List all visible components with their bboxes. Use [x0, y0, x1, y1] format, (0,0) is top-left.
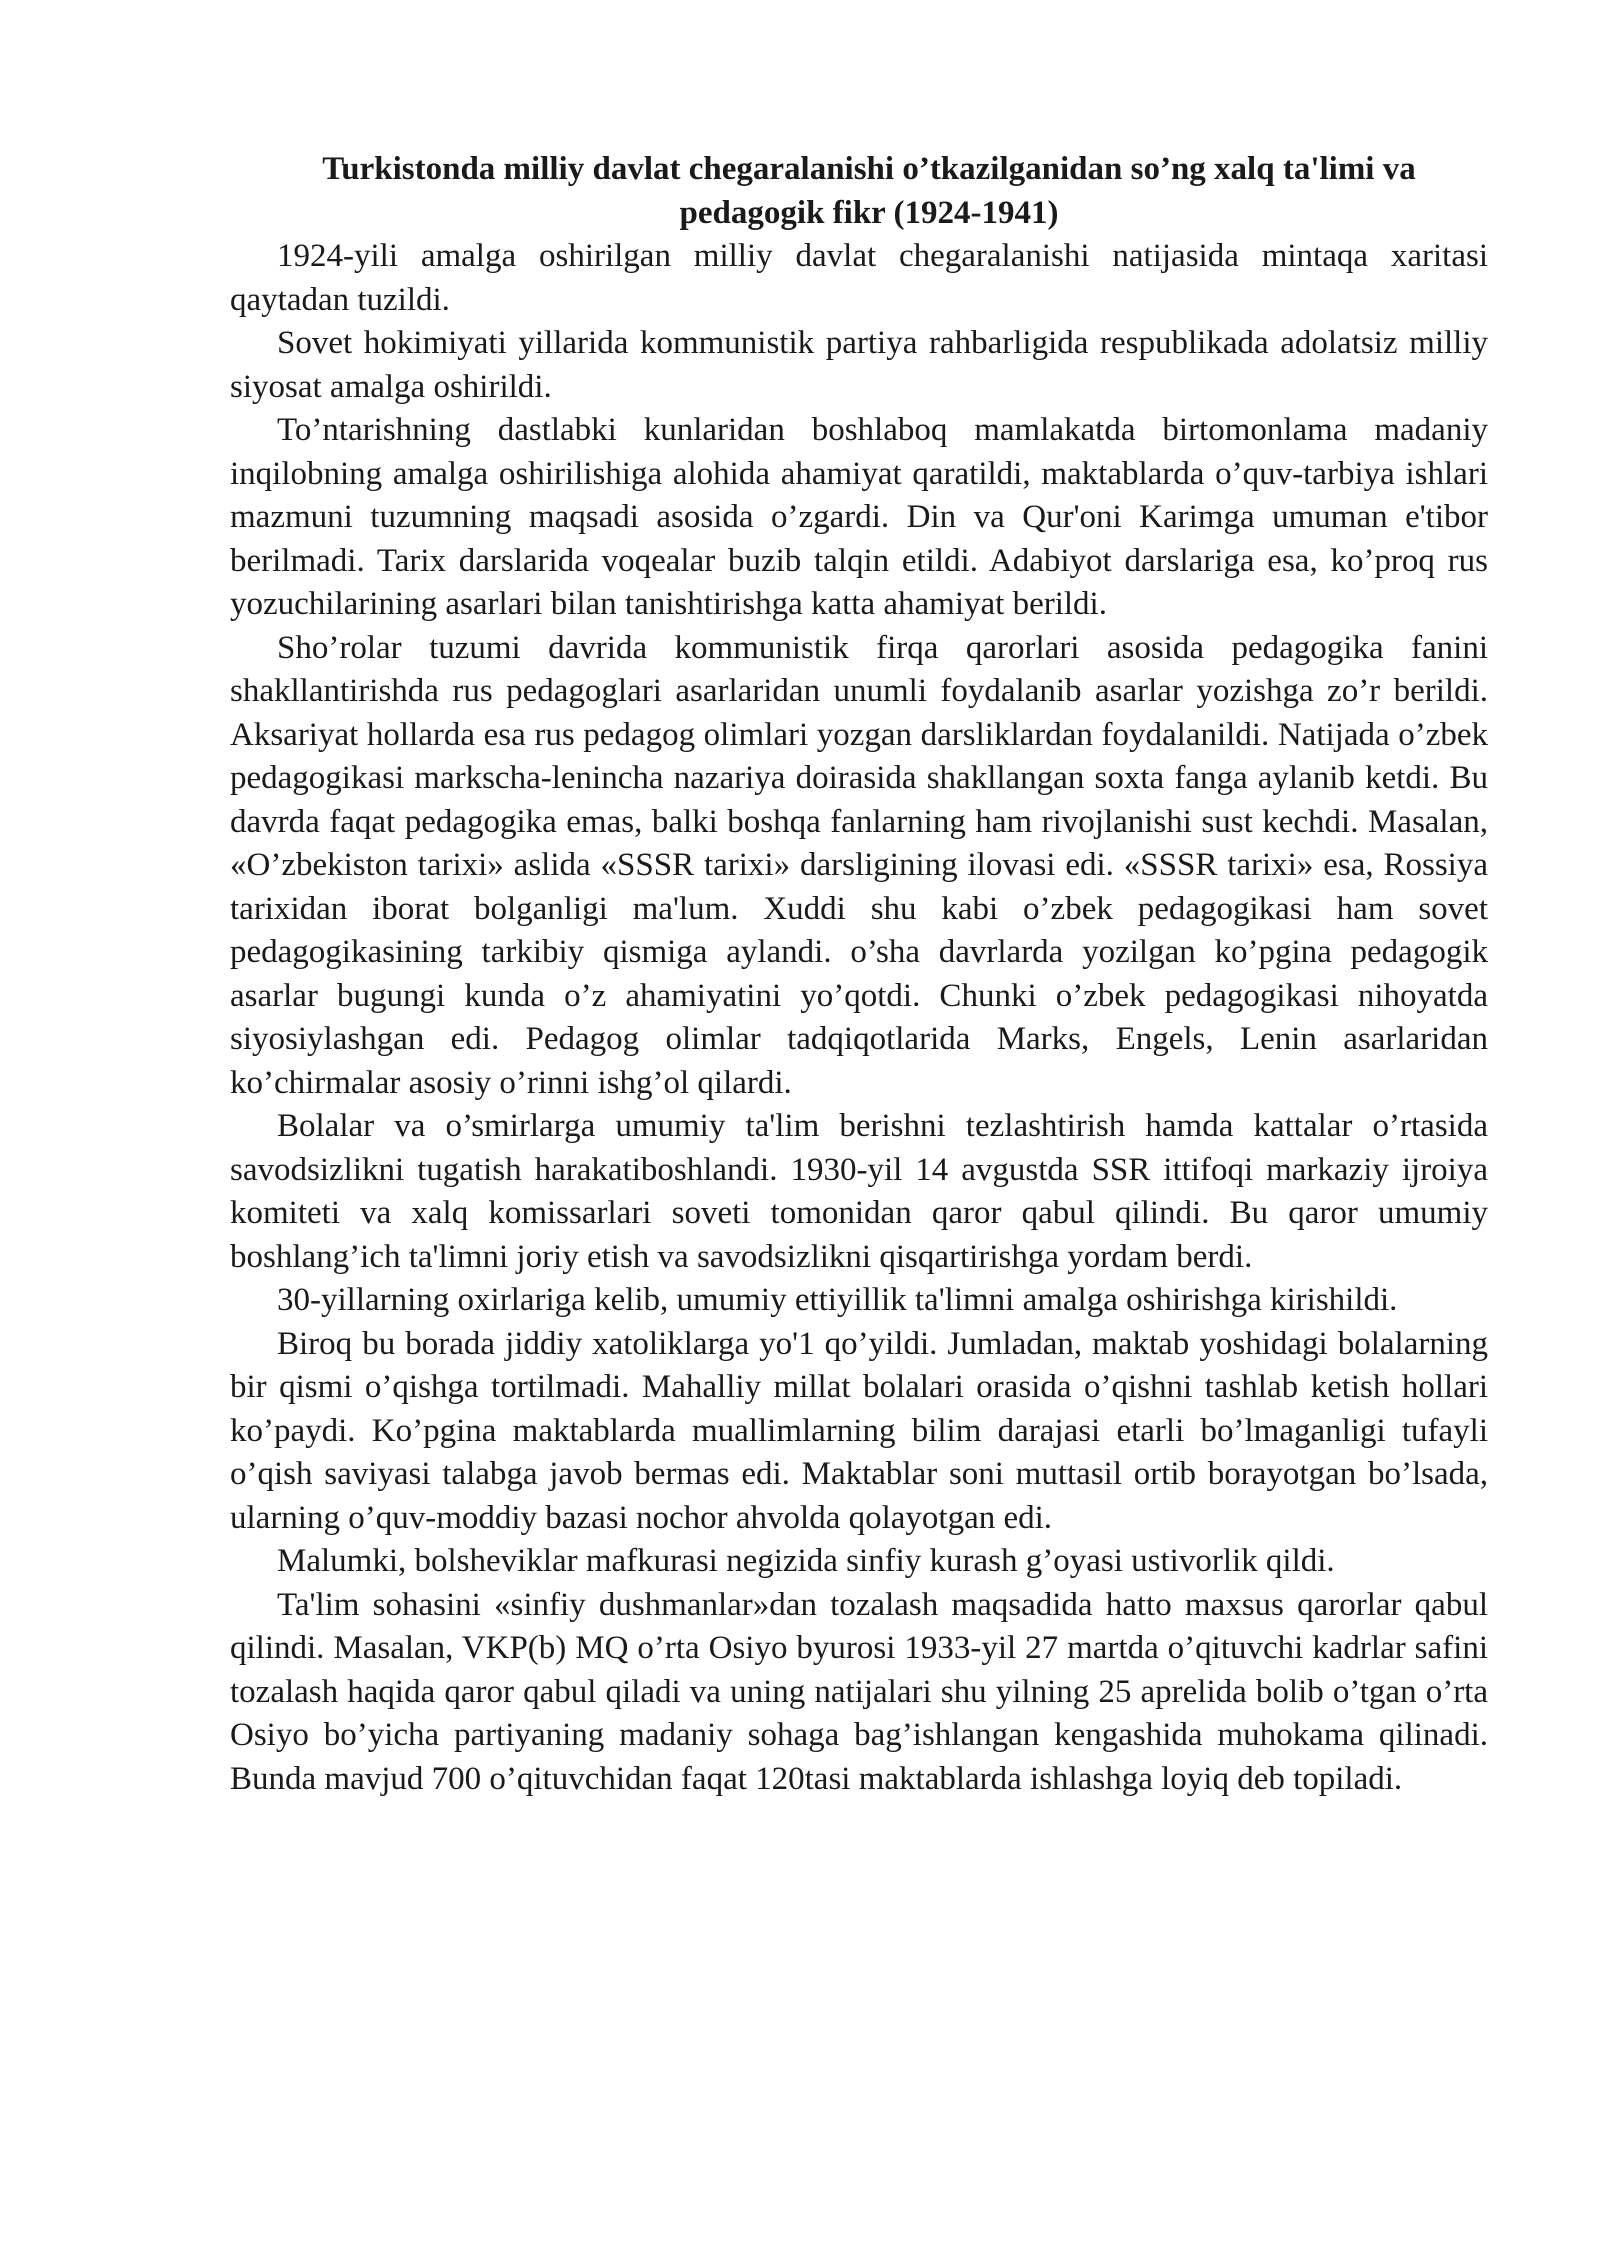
paragraph-1: 1924-yili amalga oshirilgan milliy davlat chegaralanishi natijasida mintaqa xaritasi qaytadan tuzildi.: [230, 238, 1488, 318]
document-page: [230, 148, 1488, 1801]
paragraph-8: Malumki, bolsheviklar mafkurasi negizida sinfiy kurash g’oyasi ustivorlik qildi.: [277, 1543, 1335, 1579]
paragraph-9: Ta'lim sohasini «sinfiy dushmanlar»dan tozalash maqsadida hatto maxsus qarorlar qabul qilindi. Masalan, VKP(b) MQ o’rta Osiyo byurosi 1933-yil 27 martda o’qituvchi kadrlar safini tozalash haqida qaror qabul qiladi va uning natijalari shu yilning 25 aprelida bolib o’tgan o’rta Osiyo bo’yicha partiyaning madaniy sohaga bag’ishlangan kengashida muhokama qilinadi. Bunda mavjud 700 o’qituvchidan faqat 120tasi maktablarda ishlashga loyiq deb topiladi.: [230, 1586, 1488, 1797]
paragraph-4: Sho’rolar tuzumi davrida kommunistik firqa qarorlari asosida pedagogika fanini shakllantirishda rus pedagoglari asarlaridan unumli foydalanib asarlar yozishga zo’r berildi. Aksariyat hollarda esa rus pedagog olimlari yozgan darsliklardan foydalanildi. Natijada o’zbek pedagogikasi markscha-lenincha nazariya doirasida shakllangan soxta fanga aylanib ketdi. Bu davrda faqat pedagogika emas, balki boshqa fanlarning ham rivojlanishi sust kechdi. Masalan, «O’zbekiston tarixi» aslida «SSSR tarixi» darsligining ilovasi edi. «SSSR tarixi» esa, Rossiya tarixidan iborat bolganligi ma'lum. Xuddi shu kabi o’zbek pedagogikasi ham sovet pedagogikasining tarkibiy qismiga aylandi. o’sha davrlarda yozilgan ko’pgina pedagogik asarlar bugungi kunda o’z ahamiyatini yo’qotdi. Chunki o’zbek pedagogikasi nihoyatda siyosiylashgan edi. Pedagog olimlar tadqiqotlarida Marks, Engels, Lenin asarlaridan ko’chirmalar asosiy o’rinni ishg’ol qilardi.: [230, 629, 1488, 1101]
paragraph-7: Biroq bu borada jiddiy xatoliklarga yo'1 qo’yildi. Jumladan, maktab yoshidagi bolalarning bir qismi o’qishga tortilmadi. Mahalliy millat bolalari orasida o’qishni tashlab ketish hollari ko’paydi. Ko’pgina maktablarda muallimlarning bilim darajasi etarli bo’lmaganligi tufayli o’qish saviyasi talabga javob bermas edi. Maktablar soni muttasil ortib borayotgan bo’lsada, ularning o’quv-moddiy bazasi nochor ahvolda qolayotgan edi.: [230, 1325, 1488, 1536]
paragraph-3: To’ntarishning dastlabki kunlaridan boshlaboq mamlakatda birtomonlama madaniy inqilobning amalga oshirilishiga alohida ahamiyat qaratildi, maktablarda o’quv-tarbiya ishlari mazmuni tuzumning maqsadi asosida o’zgardi. Din va Qur'oni Karimga umuman e'tibor berilmadi. Tarix darslarida voqealar buzib talqin etildi. Adabiyot darslariga esa, ko’proq rus yozuchilarining asarlari bilan tanishtirishga katta ahamiyat berildi.: [230, 412, 1488, 622]
paragraph-5: Bolalar va o’smirlarga umumiy ta'lim berishni tezlashtirish hamda kattalar o’rtasida savodsizlikni tugatish harakatiboshlandi. 1930-yil 14 avgustda SSR ittifoqi markaziy ijroiya komiteti va xalq komissarlari soveti tomonidan qaror qabul qilindi. Bu qaror umumiy boshlang’ich ta'limni joriy etish va savodsizlikni qisqartirishga yordam berdi.: [230, 1108, 1488, 1275]
document-title: Turkistonda milliy davlat chegaralanishi o’tkazilganidan so’ng xalq ta'limi va pedagogik fikr (1924-1941): [322, 151, 1416, 231]
paragraph-2: Sovet hokimiyati yillarida kommunistik partiya rahbarligida respublikada adolatsiz milliy siyosat amalga oshirildi.: [230, 325, 1488, 405]
paragraph-6: 30-yillarning oxirlariga kelib, umumiy ettiyillik ta'limni amalga oshirishga kirishildi.: [277, 1282, 1398, 1318]
